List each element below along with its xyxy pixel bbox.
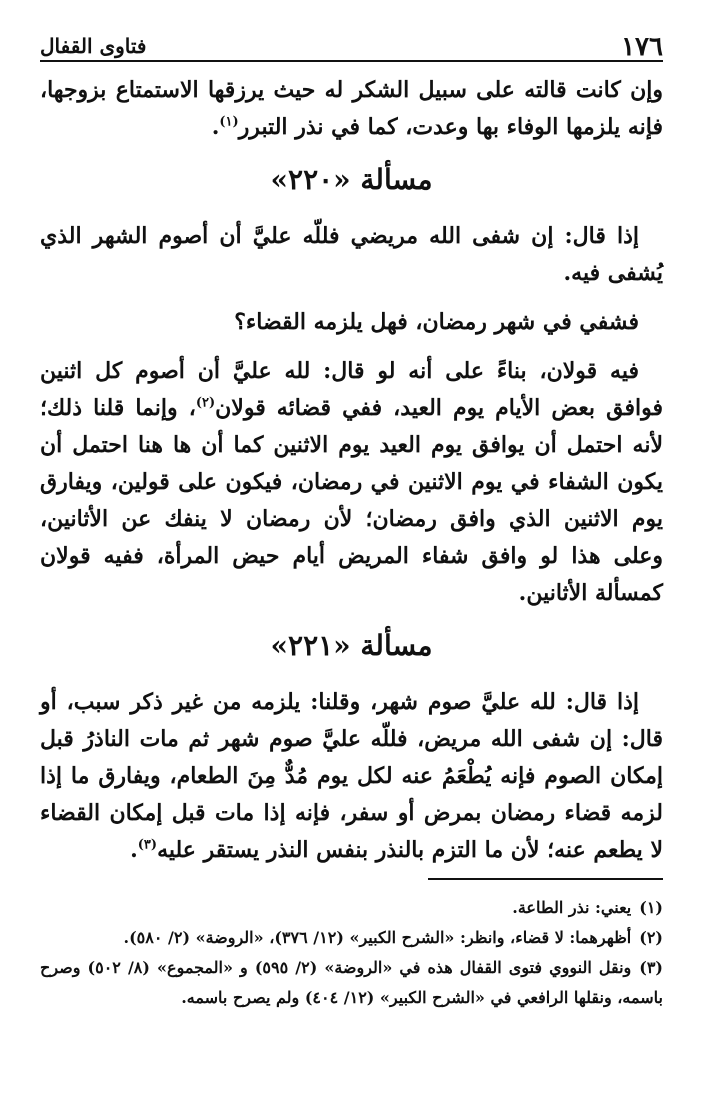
issue-220-text-a: فيه قولان، بناءً على أنه لو قال: لله عليَّ أن أصوم كل اثنين فوافق بعض الأيام يوم العيد، ففي قضائه قولان (40, 358, 663, 421)
footnote-divider (428, 878, 663, 880)
footnote-1-number: (١) (639, 898, 663, 917)
footnote-2-text: أظهرهما: لا قضاء، وانظر: «الشرح الكبير» (١٢/ ٣٧٦)، «الروضة» (٢/ ٥٨٠). (123, 928, 632, 947)
footnote-3-text: ونقل النووي فتوى القفال هذه في «الروضة» (٢/ ٥٩٥) و «المجموع» (٨/ ٥٠٢) وصرح باسمه، ونقلها الرافعي في «الشرح الكبير» (١٢/ ٤٠٤) ولم يصرح باسمه. (40, 958, 663, 1007)
footnote-1 (40, 893, 663, 923)
issue-220-paragraph-2: فشفي في شهر رمضان، فهل يلزمه القضاء؟ (234, 309, 639, 335)
footnote-3-number: (٣) (639, 958, 663, 977)
page-number: ١٧٦ (621, 32, 663, 62)
footnote-2 (40, 923, 663, 953)
footnote-ref-3: (٣) (137, 837, 158, 853)
issue-221-text: إذا قال: لله عليَّ صوم شهر، وقلنا: يلزمه من غير ذكر سبب، أو قال: إن شفى الله مريض، فللّه عليَّ صوم شهر ثم مات الناذرُ قبل إمكان الصوم فإنه يُطْعَمُ عنه لكل يوم مُدٌّ مِنَ الطعام، ويفارق ما إذا لزمه قضاء رمضان بمرض أو سفر، فإنه إذا مات قبل إمكان القضاء لا يطعم عنه؛ لأن ما التزم بالنذر بنفس النذر يستقر عليه (40, 689, 663, 863)
intro-paragraph (40, 72, 663, 146)
running-title: فتاوى القفال (40, 34, 147, 58)
intro-end: . (211, 114, 220, 140)
issue-221-end: . (130, 837, 138, 863)
issue-220-paragraph-3 (40, 353, 663, 612)
footnote-ref-2: (٢) (195, 395, 216, 411)
footnote-ref-1: (١) (219, 114, 239, 130)
footnote-2-number: (٢) (639, 928, 663, 947)
issue-221-heading: مسألة «٢٢١» (270, 629, 433, 662)
intro-text: وإن كانت قالته على سبيل الشكر له حيث يرزقها الاستمتاع بزوجها، فإنه يلزمها الوفاء بها وعدت، كما في نذر التبرر (40, 77, 663, 140)
footnote-3 (40, 953, 663, 1013)
page-header (40, 30, 663, 62)
issue-221-paragraph-1 (40, 684, 663, 869)
footnote-1-text: يعني: نذر الطاعة. (512, 898, 632, 917)
issue-220-paragraph-1: إذا قال: إن شفى الله مريضي فللّه عليَّ أن أصوم الشهر الذي يُشفى فيه. (40, 223, 663, 286)
main-text (40, 72, 663, 881)
footnotes (40, 893, 663, 1013)
issue-220-heading: مسألة «٢٢٠» (270, 163, 433, 196)
issue-220-text-b: ، وإنما قلنا ذلك؛ لأنه احتمل أن يوافق يوم العيد يوم الاثنين كما أن ها هنا احتمل أن يكون الشفاء في يوم الاثنين في رمضان، فيكون على قولين، ويفارق يوم الاثنين الذي وافق رمضان؛ لأن رمضان لا ينفك عن الأثانين، وعلى هذا لو وافق شفاء المريض أيام حيض المرأة، ففيه قولان كمسألة الأثانين. (40, 395, 663, 606)
